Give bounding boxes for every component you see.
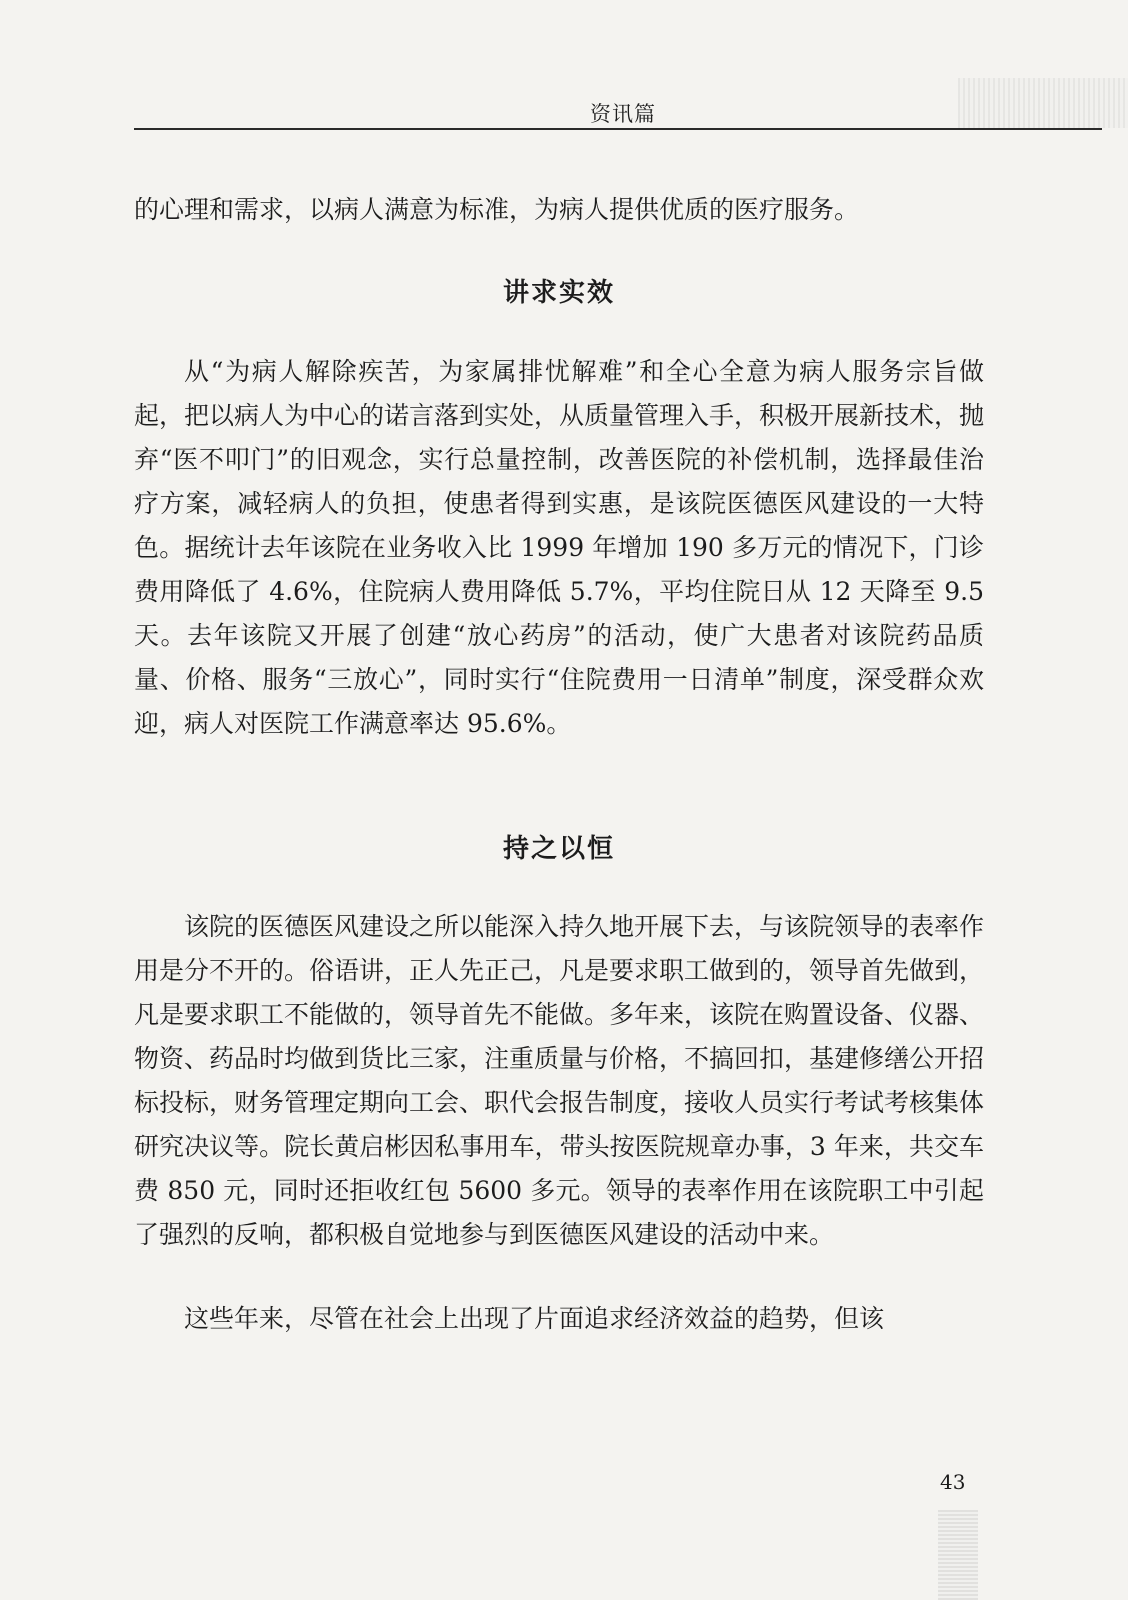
scan-artifact-bottom	[938, 1510, 978, 1600]
page-number: 43	[940, 1470, 966, 1494]
paragraph-continuation: 的心理和需求，以病人满意为标准，为病人提供优质的医疗服务。	[134, 195, 860, 224]
section-heading-practical-results: 讲求实效	[502, 278, 615, 308]
header-section-label: 资讯篇	[590, 102, 656, 126]
running-header	[134, 98, 1102, 130]
paragraph-perseverance: 该院的医德医风建设之所以能深入持久地开展下去，与该院领导的表率作用是分不开的。俗语讲，正人先正己，凡是要求职工做到的，领导首先做到，凡是要求职工不能做的，领导首先不能做。多年来，该院在购置设备、仪器、物资、药品时均做到货比三家，注重质量与价格，不搞回扣，基建修缮公开招标投标，财务管理定期向工会、职代会报告制度，接收人员实行考试考核集体研究决议等。院长黄启彬因私事用车，带头按医院规章办事，3 年来，共交车费 850 元，同时还拒收红包 5600 多元。领导的表率作用在该院职工中引起了强烈的反响，都积极自觉地参与到医德医风建设的活动中来。	[134, 912, 985, 1249]
paragraph-continuing: 这些年来，尽管在社会上出现了片面追求经济效益的趋势，但该	[184, 1304, 885, 1333]
paragraph-practical-results: 从“为病人解除疾苦，为家属排忧解难”和全心全意为病人服务宗旨做起，把以病人为中心的诺言落到实处，从质量管理入手，积极开展新技术，抛弃“医不叩门”的旧观念，实行总量控制，改善医院的补偿机制，选择最佳治疗方案，减轻病人的负担，使患者得到实惠，是该院医德医风建设的一大特色。据统计去年该院在业务收入比 1999 年增加 190 多万元的情况下，门诊费用降低了 4.6%，住院病人费用降低 5.7%，平均住院日从 12 天降至 9.5 天。去年该院又开展了创建“放心药房”的活动，使广大患者对该院药品质量、价格、服务“三放心”，同时实行“住院费用一日清单”制度，深受群众欢迎，病人对医院工作满意率达 95.6%。	[134, 357, 985, 738]
section-heading-perseverance: 持之以恒	[502, 834, 615, 864]
